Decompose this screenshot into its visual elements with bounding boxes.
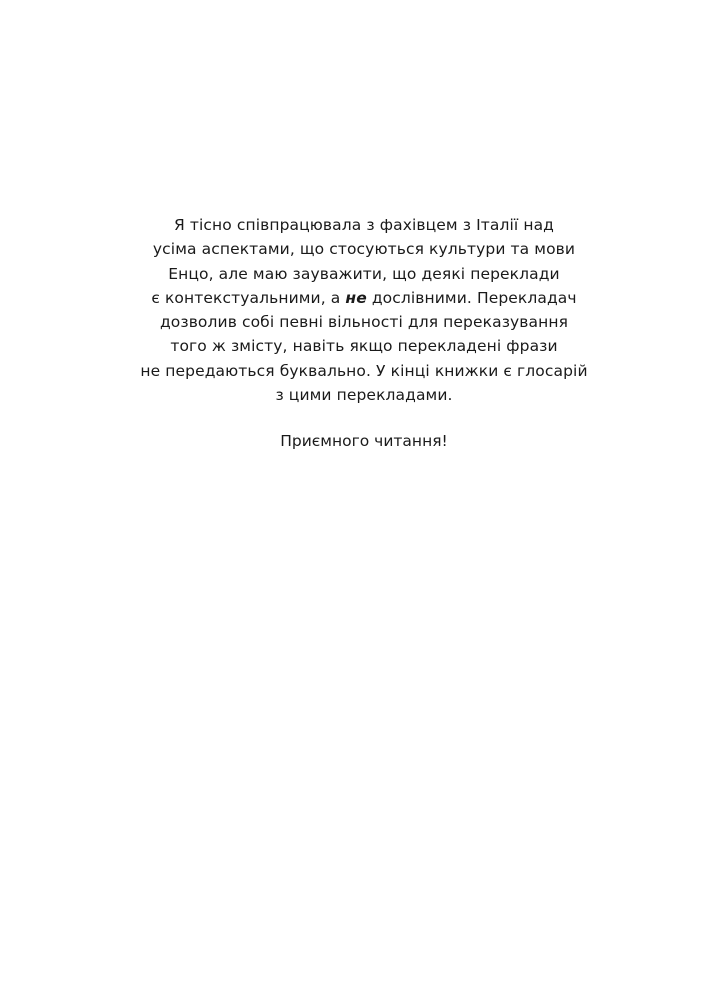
paragraph-line-3: Енцо, але маю зауважити, що деякі переклади <box>168 264 560 283</box>
paragraph-line-5: дозволив собі певні вільності для переказування <box>159 313 569 332</box>
paragraph-line-1: Я тісно співпрацювала з фахівцем з Італії над <box>173 216 555 234</box>
emphasized-word: не <box>345 288 367 307</box>
paragraph-line-7: не передаються буквально. У кінці книжки є глосарій <box>140 361 588 380</box>
paragraph-line-8: з цими перекладами. <box>275 386 453 405</box>
paragraph-line-6: того ж змісту, навіть якщо перекладені фрази <box>170 337 558 356</box>
paragraph-line-2: усіма аспектами, що стосуються культури та мови <box>152 240 576 259</box>
paragraph-line-4-start: є контекстуальними, а <box>151 288 346 307</box>
paragraph-line-4 <box>0 286 728 310</box>
translator-note-paragraph <box>0 213 728 407</box>
closing-greeting: Приємного читання! <box>280 432 448 450</box>
paragraph-line-4-end: дослівними. Перекладач <box>366 288 577 307</box>
